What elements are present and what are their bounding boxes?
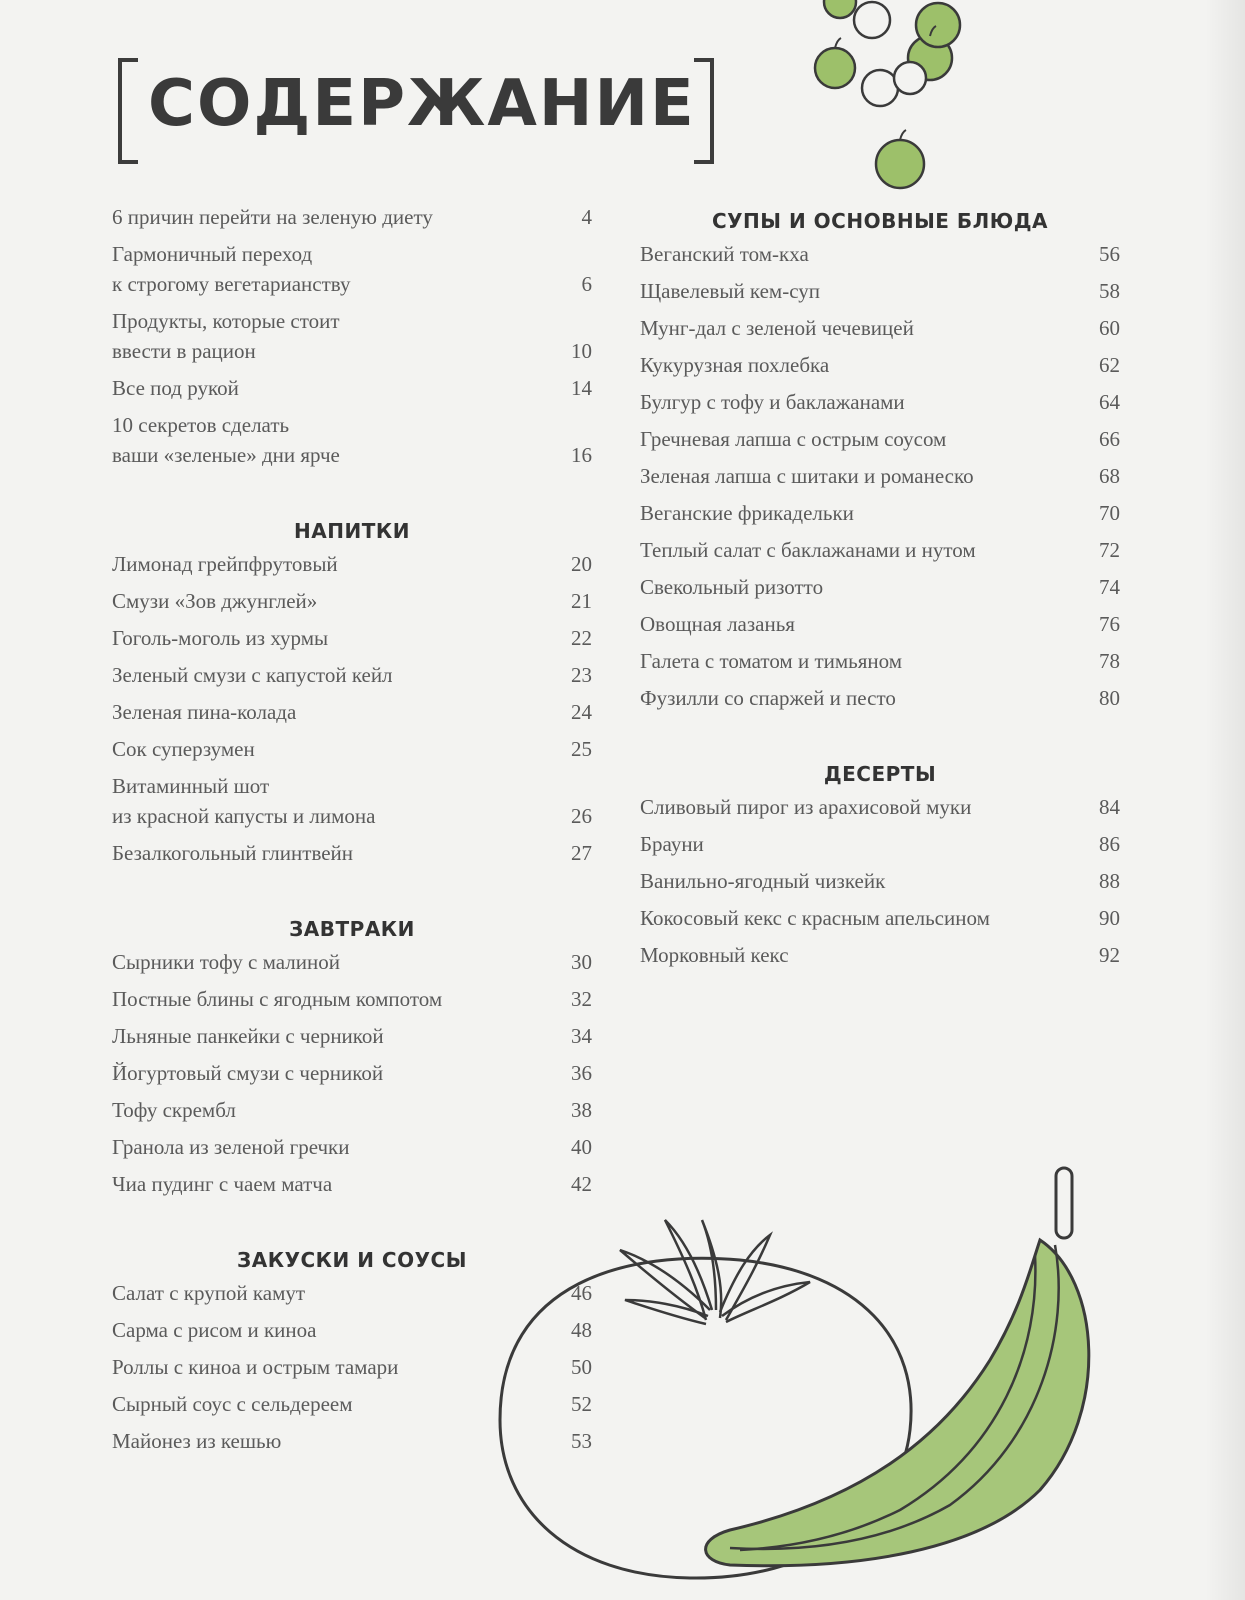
page-number: 24 [571,700,592,724]
entry-title: Смузи «Зов джунглей» [112,589,318,613]
entry-title: Майонез из кешью [112,1429,282,1453]
toc-entry[interactable] [640,901,1120,938]
entry-title: Постные блины с ягодным компотом [112,987,443,1011]
entry-title: Кокосовый кекс с красным апельсином [640,906,990,930]
entry-title: Безалкогольный глинтвейн [112,841,354,865]
page-title: СОДЕРЖАНИЕ [148,67,696,141]
toc-entry[interactable] [640,422,1120,459]
section-heading-mains: СУПЫ И ОСНОВНЫЕ БЛЮДА [711,209,1049,233]
entry-title: Свекольный ризотто [640,575,824,599]
toc-entry[interactable] [112,695,592,732]
page-number: 80 [1099,686,1120,710]
toc-entry[interactable] [640,459,1120,496]
section-heading-breakfast: ЗАВТРАКИ [289,917,415,941]
page-number: 34 [571,1024,592,1048]
page-number: 72 [1099,538,1120,562]
toc-entry[interactable] [640,385,1120,422]
page-number: 74 [1099,575,1120,599]
entry-title: Салат с крупой камут [112,1281,306,1305]
page-number: 32 [571,987,592,1011]
page-number: 42 [571,1172,592,1196]
page-number: 30 [571,950,592,974]
entry-title: Щавелевый кем-суп [640,279,820,303]
page-number: 27 [571,841,592,865]
page-number: 52 [571,1392,592,1416]
page-number: 56 [1099,242,1120,266]
entry-title-line2: к строгому вегетарианству [112,272,351,296]
mains-list [640,237,1120,718]
page-number: 60 [1099,316,1120,340]
page-number: 22 [571,626,592,650]
page-number: 53 [571,1429,592,1453]
toc-entry[interactable] [112,304,592,371]
toc-entry[interactable] [112,547,592,584]
toc-entry[interactable] [112,658,592,695]
toc-right-column [640,205,1120,975]
entry-title: Лимонад грейпфрутовый [112,552,338,576]
toc-entry[interactable] [640,827,1120,864]
entry-title: Кукурузная похлебка [640,353,830,377]
toc-entry[interactable] [640,348,1120,385]
entry-title: Галета с томатом и тимьяном [640,649,903,673]
entry-title: Фузилли со спаржей и песто [640,686,896,710]
entry-title: Брауни [640,832,704,856]
toc-entry[interactable] [640,570,1120,607]
entry-title: Роллы с киноа и острым тамари [112,1355,399,1379]
peas-illustration [790,0,1010,200]
toc-entry[interactable] [640,644,1120,681]
toc-entry[interactable] [112,200,592,237]
page-number: 66 [1099,427,1120,451]
toc-entry[interactable] [640,681,1120,718]
page-number: 20 [571,552,592,576]
page-number: 64 [1099,390,1120,414]
page-number: 6 [581,272,592,296]
page-number: 46 [571,1281,592,1305]
page-number: 92 [1099,943,1120,967]
entry-title: Йогуртовый смузи с черникой [112,1061,384,1085]
toc-entry[interactable] [112,371,592,408]
entry-title: Овощная лазанья [640,612,795,636]
toc-entry[interactable] [112,621,592,658]
entry-title: Сырники тофу с малиной [112,950,340,974]
toc-entry[interactable] [112,1019,592,1056]
toc-entry[interactable] [640,311,1120,348]
entry-title: Гречневая лапша с острым соусом [640,427,947,451]
entry-title-line2: из красной капусты и лимона [112,804,376,828]
entry-title-line2: ваши «зеленые» дни ярче [112,443,340,467]
entry-title: Гранола из зеленой гречки [112,1135,350,1159]
entry-title: Все под рукой [112,376,239,400]
entry-title: Зеленый смузи с капустой кейл [112,663,393,687]
entry-title: Сливовый пирог из арахисовой муки [640,795,972,819]
entry-title: Булгур с тофу и баклажанами [640,390,905,414]
page-number: 23 [571,663,592,687]
drinks-list [112,547,592,873]
section-heading-snacks: ЗАКУСКИ И СОУСЫ [237,1248,467,1272]
toc-entry[interactable] [112,1093,592,1130]
page-number: 25 [571,737,592,761]
entry-title: Мунг-дал с зеленой чечевицей [640,316,914,340]
page-number: 38 [571,1098,592,1122]
page-edge-shadow [1205,0,1245,1600]
toc-entry[interactable] [112,584,592,621]
toc-entry[interactable] [112,982,592,1019]
toc-entry[interactable] [640,496,1120,533]
toc-entry[interactable] [640,790,1120,827]
toc-entry[interactable] [640,864,1120,901]
page-number: 36 [571,1061,592,1085]
toc-entry[interactable] [112,945,592,982]
title-block [118,58,714,158]
toc-entry[interactable] [112,1056,592,1093]
toc-entry[interactable] [640,237,1120,274]
toc-entry[interactable] [112,769,592,836]
page-number: 26 [571,804,592,828]
title-bracket-right [694,58,714,164]
toc-entry[interactable] [112,732,592,769]
entry-title: Гоголь-моголь из хурмы [112,626,329,650]
title-bracket-left [118,58,138,164]
toc-entry[interactable] [640,274,1120,311]
page-number: 48 [571,1318,592,1342]
entry-title: Веганский том-кха [640,242,809,266]
section-heading-desserts: ДЕСЕРТЫ [823,762,937,786]
entry-title: Зеленая лапша с шитаки и романеско [640,464,974,488]
page-number: 50 [571,1355,592,1379]
entry-title: Гармоничный переход [112,242,313,266]
entry-title: Продукты, которые стоит [112,309,340,333]
page-number: 76 [1099,612,1120,636]
zucchini-illustration [706,1168,1089,1566]
toc-entry[interactable] [640,938,1120,975]
page-number: 16 [571,443,592,467]
entry-title: Морковный кекс [640,943,789,967]
page-number: 84 [1099,795,1120,819]
page-number: 68 [1099,464,1120,488]
toc-entry[interactable] [640,533,1120,570]
toc-entry[interactable] [112,836,592,873]
page-number: 70 [1099,501,1120,525]
entry-title: Сок суперзумен [112,737,255,761]
page-number: 4 [581,205,592,229]
page-number: 14 [571,376,592,400]
entry-title: Ванильно-ягодный чизкейк [640,869,886,893]
toc-entry[interactable] [640,607,1120,644]
entry-title: Витаминный шот [112,774,270,798]
entry-title: Сырный соус с сельдереем [112,1392,353,1416]
toc-entry[interactable] [112,408,592,475]
entry-title-line2: ввести в рацион [112,339,256,363]
page-number: 62 [1099,353,1120,377]
intro-list [112,200,592,475]
vegetables-illustration [480,1160,1120,1600]
entry-title: 10 секретов сделать [112,413,290,437]
entry-title: Сарма с рисом и киноа [112,1318,317,1342]
page-number: 88 [1099,869,1120,893]
entry-title: Зеленая пина-колада [112,700,297,724]
entry-title: Льняные панкейки с черникой [112,1024,384,1048]
entry-title: 6 причин перейти на зеленую диету [112,205,433,229]
page-number: 86 [1099,832,1120,856]
entry-title: Теплый салат с баклажанами и нутом [640,538,976,562]
entry-title: Веганские фрикадельки [640,501,854,525]
toc-entry[interactable] [112,237,592,304]
section-heading-drinks: НАПИТКИ [294,519,410,543]
entry-title: Чиа пудинг с чаем матча [112,1172,333,1196]
desserts-list [640,790,1120,975]
page-number: 58 [1099,279,1120,303]
page-number: 10 [571,339,592,363]
page-number: 90 [1099,906,1120,930]
entry-title: Тофу скрембл [112,1098,236,1122]
page-number: 21 [571,589,592,613]
page-number: 40 [571,1135,592,1159]
page-number: 78 [1099,649,1120,673]
